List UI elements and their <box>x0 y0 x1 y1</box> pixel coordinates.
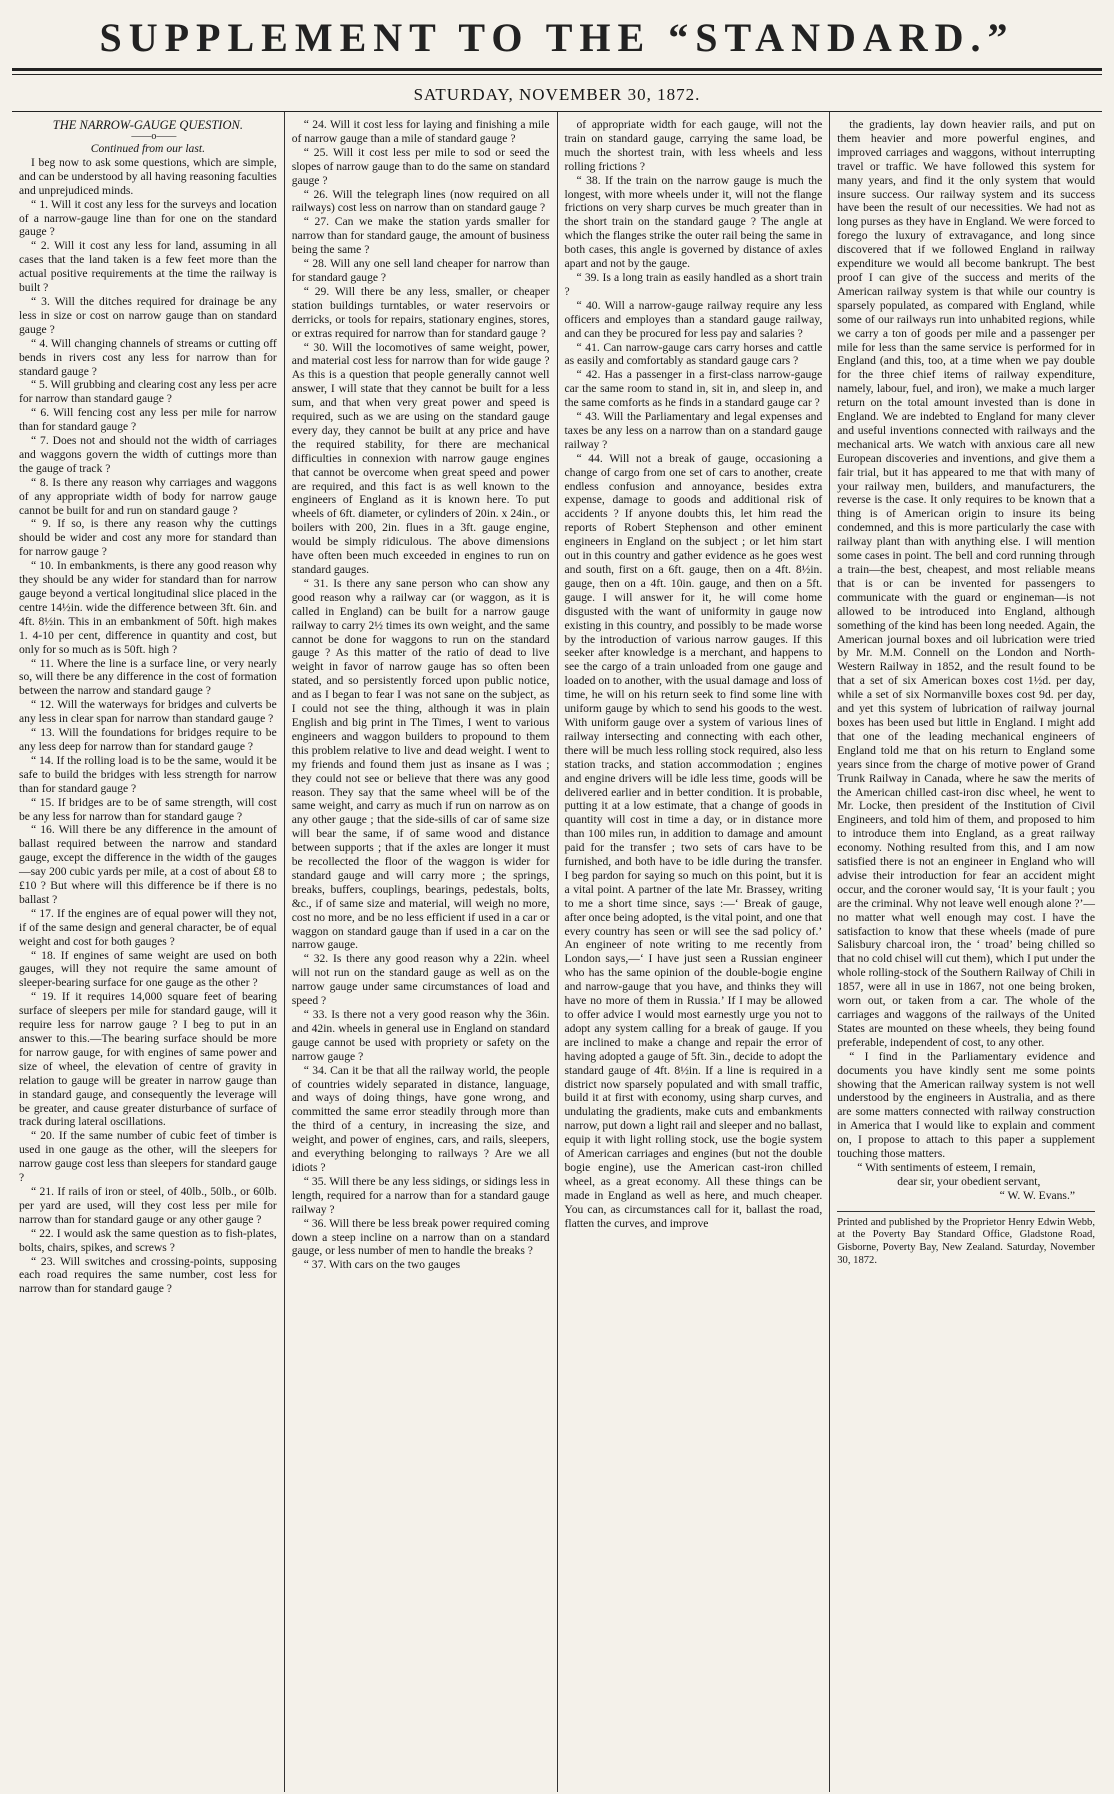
paragraph: “ 2. Will it cost any less for land, assuming in all cases that the land taken is a few feet more than the actual positive requirements at the time the railway is built ? <box>19 239 277 295</box>
paragraph: “ 8. Is there any reason why carriages and waggons of any appropriate width of body for narrow gauge cannot be built for and run on standard gauge ? <box>19 475 277 517</box>
paragraph: “ 18. If engines of same weight are used on both gauges, will they not require the same amount of sleeper-bearing surface for one gauge as the other ? <box>19 948 277 990</box>
masthead-rule <box>12 68 1102 75</box>
paragraph: I beg now to ask some questions, which are simple, and can be understood by all having reasoning faculties and unprejudiced minds. <box>19 155 277 197</box>
closing-line-2: dear sir, your obedient servant, <box>897 1174 1041 1188</box>
imprint-rule <box>837 1211 1095 1212</box>
paragraph: “ 12. Will the waterways for bridges and culverts be any less in clear span for narrow than standard gauge ? <box>19 698 277 726</box>
paragraph: “ 15. If bridges are to be of same strength, will cost be any less for narrow than for standard gauge ? <box>19 795 277 823</box>
column-2-text <box>292 118 550 1272</box>
paragraph: “ 25. Will it cost less per mile to sod or seed the slopes of narrow gauge than to do the same on standard gauge ? <box>291 145 550 187</box>
signature: “ W. W. Evans.” <box>999 1188 1075 1202</box>
paragraph: “ 43. Will the Parliamentary and legal expenses and taxes be any less on a narrow than on a standard gauge railway ? <box>564 410 823 451</box>
column-4 <box>830 112 1102 1792</box>
paragraph: “ 23. Will switches and crossing-points, supposing each road requires the same number, cost less for narrow than for standard gauge ? <box>19 1254 277 1296</box>
column-2 <box>285 112 558 1792</box>
paragraph: “ 1. Will it cost any less for the surveys and location of a narrow-gauge line than for one on the standard gauge ? <box>19 197 277 239</box>
paragraph: “ 11. Where the line is a surface line, or very nearly so, will there be any difference in the cost of formation between the narrow and standard gauge ? <box>19 656 277 698</box>
paragraph: “ 21. If rails of iron or steel, of 40lb., 50lb., or 60lb. per yard are used, will they cost less per mile for narrow than for standard gauge or any other gauge ? <box>19 1184 277 1226</box>
paragraph: “ 31. Is there any sane person who can show any good reason why a railway car (or waggon, as it is called in England) can be built for a narrow gauge railway to carry 2½ times its own weight, and the same cannot be done for waggons to run on the standard gauge ? As this matter of the ratio of dead to live weight in favor of narrow gauge has so often been stated, and so persistently forced upon public notice, and as I began to fear I was not sane on the subject, as I could not see the thing, although it was in plain English and big print in The Times, I went to various engineers and waggon builders to propound to them this problem relative to live and dead weight. I went to my friends and found them just as insane as I was ; they could not see or believe that there was any good reason. They say that the same wheel will be of the same weight, and carry as much if run on narrow as on any other gauge ; that the side-sills of car of same size will bear the same, if of same wood and distance between supports ; that if the axles are longer it must be recollected the floor of the waggon is wider for standard gauge and will carry more ; the springs, breaks, buffers, couplings, bearings, pedestals, bolts, &c., if of same size and material, will weigh no more, cost no more, and be no less efficient if used in a car or waggon on standard gauge than if used in a car on the narrow gauge. <box>291 576 550 952</box>
article-columns <box>12 112 1102 1792</box>
paragraph: “ 16. Will there be any difference in the amount of ballast required between the narrow and standard gauge, except the difference in the width of the gauges —say 200 cubic yards per mile, at a cost of about £8 to £10 ? But where will this difference be if there is no ballast ? <box>19 823 277 906</box>
article-title: THE NARROW-GAUGE QUESTION. <box>52 118 243 132</box>
paragraph: “ 38. If the train on the narrow gauge is much the longest, with more wheels under it, will not the flange frictions on very sharp curves be much greater than in the short train on the standard gauge ? The angle at which the flanges strike the outer rail being the same in both cases, this angle is governed by distance of axles apart and not by the gauge. <box>564 173 823 271</box>
paragraph: “ 17. If the engines are of equal power will they not, if of the same design and general character, be of equal weight and cost for both gauges ? <box>19 906 277 948</box>
paragraph: “ 44. Will not a break of gauge, occasioning a change of cargo from one set of cars to another, create endless confusion and annoyance, besides extra expense, damage to goods and additional risk of accidents ? If anyone doubts this, let him read the reports of Robert Stephenson and other eminent engineers in England on the subject ; or let him start out in this country and gather evidence as he goes west and south, first on a 6ft. gauge, then on a 4ft. 8½in. gauge, then on a 4ft. 10in. gauge, and then on a 5ft. gauge. I will answer for it, he will come home disgusted with the want of uniformity in gauge now existing in this country, and possibly to be made worse by the introduction of various narrow gauges. If this seeker after knowledge is a merchant, and happens to see the cargo of a train unloaded from one gauge and loaded on to another, with the usual damage and loss of time, he will on his return seek to find some line with uniform gauge by which to send his goods to the west. With uniform gauge over a system of various lines of railway intersecting and connecting with each other, there will be much less rolling stock required, also less station tracks, and station accommodation ; engines and engine drivers will be idle less time, goods will be delivered earlier and in better condition. It is probable, putting it at a low estimate, that a change of goods in quantity will cost in time a day, or in distance more than 100 miles run, in addition to damage and amount paid for the transfer ; two sets of cars have to be furnished, and both have to be idle during the transfer. I beg pardon for saying so much on this point, but it is a vital point. A partner of the late Mr. Brassey, writing to me a short time since, says :—‘ Break of gauge, after once being adopted, is the vital point, and one that every country has seen or will see the sad policy of.’ An engineer of note writing to me recently from London says,—‘ I have just seen a Russian engineer who has the same opinion of the double-bogie engine and narrow-gauge that you have, and thinks they will have no more of them in Russia.’ If I may be allowed to offer advice I would most earnestly urge you not to adopt any system calling for a break of gauge. If you are inclined to make a change and repair the error of having adopted a gauge of 5ft. 3in., decide to adopt the standard gauge of 4ft. 8½in. If a line is required in a district now sparsely populated and with small traffic, build it at first with economy, using sharp curves, and undulating the gradients, make cuts and embankments narrow, put down a light rail and sleeper and no ballast, equip it with light rolling stock, use the bogie system of American carriages and engines (but not the double bogie engine), use the American cast-iron chilled wheel, as a great economy. All these things can be made in England as well as here, and much cheaper. You can, as circumstances call for it, ballast the road, flatten the curves, and improve <box>564 451 823 1230</box>
masthead: SUPPLEMENT TO THE “STANDARD.” <box>99 15 1015 60</box>
paragraph: “ 10. In embankments, is there any good reason why they should be any wider for standard than for narrow gauge beyond a vertical longitudinal slice placed in the centre 14½in. wide the difference between 3ft. 6in. and 4ft. 8½in. This in an embankment of 50ft. high makes 1. 4-10 per cent, difference in quantity and cost, but only for so much as is 50ft. high ? <box>19 559 277 656</box>
paragraph: “ 32. Is there any good reason why a 22in. wheel will not run on the standard gauge as well as on the narrow gauge under same circumstances of load and speed ? <box>291 952 550 1008</box>
paragraph: “ 5. Will grubbing and clearing cost any less per acre for narrow than standard gauge ? <box>19 378 277 406</box>
paragraph: the gradients, lay down heavier rails, and put on them heavier and more powerful engines, and improved carriages and waggons, without interrupting travel or traffic. We have followed this system for many years, and find it the only system that would insure success. Our railway system and its success have been the result of our necessities. We had not as long purses as they have in England. We were forced to forego the luxury of extravagance, and long since discovered that if we followed England in railway expenditure we would all become bankrupt. The best proof I can give of the success and merits of the American railway system is that while our country is sparsely populated, as compared with England, while some of our railways run into unhabited regions, while we carry a ton of goods per mile and a passenger per mile for less than the same service is performed for in England (and this, too, at a time when we pay double for the three chief items of railway expenditure, namely, labour, fuel, and iron), we make a much larger return on the total amount invested than is done in England. We are indebted to England for many clever and useful inventions connected with railways and the mechanical arts. We watch with anxious care all new European discoveries and inventions, and give them a fair trial, but it has appeared to me that with many of your railway men, builders, and manufacturers, the reverse is the case. It only requires to be known that a thing is of American origin to insure its being condemned, and this is more particularly the case with railway plant than with anything else. I will mention some cases in point. The bell and cord running through a train—the best, cheapest, and most reliable means that is or can be invented for passengers to communicate with the guard or engineman—is not allowed to be introduced into England, although something of the kind has been long needed. Again, the American journal boxes and oil lubrication were tried by Mr. M.M. Connell on the London and North-Western Railway in 1852, and the result found to be that a set of six American boxes cost 1½d. per day, while a set of six Normanville boxes cost 9d. per day, and yet this system of lubrication of railway journal boxes has been used but little in England. I might add that one of the leading mechanical engineers of England told me that on his return to England some years since from the charge of motive power of Grand Trunk Railway in Canada, where he saw the merits of the American chilled cast-iron disc wheel, he went to Mr. Locke, then president of the Institution of Civil Engineers, and told him of them, and proposed to him to introduce them into England, as a great railway economy. Nothing resulted from this, and I am now satisfied there is not an engineer in England who will advise their introduction for fear an accident might occur, and the coroner would say, ‘It is your fault ; you are the criminal. Why not leave well enough alone ?’—no matter what well enough may cost. I have the satisfaction to know that these wheels (made of pure Salisbury charcoal iron, the ‘ troad’ being chilled so that no cold chisel will cut them), which I put under the whole rolling-stock of the Southern Railway of Chili in 1857, were all in use in 1867, not one being broken, worn out, or taken from a car. The whole of the carriages and waggons of the railways of the United States are mounted on these wheels, they being found preferable, independent of cost, to any other. <box>837 118 1095 1049</box>
paragraph: “ 9. If so, is there any reason why the cuttings should be wider and cost any more for standard than for narrow gauge ? <box>19 517 277 559</box>
paragraph: “ 27. Can we make the station yards smaller for narrow than for standard gauge, the amount of business being the same ? <box>291 215 550 257</box>
continued-note: Continued from our last. <box>90 142 205 155</box>
paragraph: “ 34. Can it be that all the railway world, the people of countries widely separated in distance, language, and ways of doing things, have gone wrong, and committed the same error steadily through more than the third of a century, in increasing the size, and weight, and power of engines, cars, and rails, sleepers, and everything belonging to railways ? Are we all idiots ? <box>291 1063 550 1174</box>
paragraph: “ 3. Will the ditches required for drainage be any less in size or cost on narrow gauge than on standard gauge ? <box>19 294 277 336</box>
column-3-text <box>565 118 823 1231</box>
paragraph: “ 29. Will there be any less, smaller, or cheaper station buildings turntables, or water reservoirs or derricks, or tools for repairs, stationary engines, stores, or extras required for narrow than for standard gauge ? <box>291 284 550 340</box>
imprint: Printed and published by the Proprietor Henry Edwin Webb, at the Poverty Bay Standard Office, Gladstone Road, Gisborne, Poverty Bay, New Zealand. Saturday, November 30, 1872. <box>837 1216 1095 1267</box>
column-4-text <box>837 118 1095 1161</box>
paragraph: “ 28. Will any one sell land cheaper for narrow than for standard gauge ? <box>291 257 550 284</box>
paragraph: “ 30. Will the locomotives of same weight, power, and material cost less for narrow than for wide gauge ? As this is a question that people generally cannot well answer, I will state that they cannot be built for a less sum, and that when very great power and speed is required, such as we are using on the standard gauge every day, they cannot be built at any price and have the required stability, for there are mechanical difficulties in connexion with narrow gauge engines that cannot be overcome when great speed and power are required, and this fact is as well known to the engineers of England as it is known here. To put wheels of 6ft. diameter, or cylinders of 20in. x 24in., or boilers with 200, 2in. flues in a 3ft. gauge engine, would be simply ridiculous. The above dimensions have often been much exceeded in engines to run on standard gauges. <box>291 340 550 576</box>
paragraph: “ 24. Will it cost less for laying and finishing a mile of narrow gauge than a mile of standard gauge ? <box>291 118 550 145</box>
paragraph: “ 13. Will the foundations for bridges require to be any less deep for narrow than for standard gauge ? <box>19 726 277 753</box>
paragraph: “ I find in the Parliamentary evidence and documents you have kindly sent me some points showing that the American railway system is not well understood by the engineers in Australia, and as there are some matters connected with railway construction in America that I would like to explain and comment on, I propose to attach to this paper a supplement touching those matters. <box>837 1049 1095 1161</box>
paragraph: “ 39. Is a long train as easily handled as a short train ? <box>564 270 823 298</box>
column-1-text <box>19 156 277 1296</box>
paragraph: “ 41. Can narrow-gauge cars carry horses and cattle as easily and comfortably as standard gauge cars ? <box>564 340 823 368</box>
paragraph: “ 42. Has a passenger in a first-class narrow-gauge car the same room to stand in, sit in, and sleep in, and the same comforts as he finds in a standard gauge car ? <box>564 368 823 410</box>
paragraph: “ 33. Is there not a very good reason why the 36in. and 42in. wheels in general use in England on standard gauge cannot be used with propriety or safety on the narrow gauge ? <box>291 1008 550 1063</box>
paragraph: “ 6. Will fencing cost any less per mile for narrow than for standard gauge ? <box>19 406 277 434</box>
paragraph: “ 19. If it requires 14,000 square feet of bearing surface of sleepers per mile for standard gauge, will it require less for narrow gauge ? I beg to put in an answer to this.—The bearing surface should be more for narrow gauge, for with engines of same power and size of wheel, the elevation of centre of gravity in relation to gauge will be greater in narrow gauge than in standard gauge, and consequently the leverage will be greater, and cause greater disturbance of surface of track during lateral oscillations. <box>19 990 277 1129</box>
paragraph: “ 20. If the same number of cubic feet of timber is used in one gauge as the other, will the sleepers for narrow gauge cost less than sleepers for standard gauge ? <box>19 1129 277 1185</box>
dateline: SATURDAY, NOVEMBER 30, 1872. <box>413 85 701 104</box>
paragraph: “ 4. Will changing channels of streams or cutting off bends in rivers cost any less for narrow than for standard gauge ? <box>19 336 277 378</box>
paragraph: “ 26. Will the telegraph lines (now required on all railways) cost less on narrow than on standard gauge ? <box>291 187 550 215</box>
paragraph: “ 40. Will a narrow-gauge railway require any less officers and employes than a standard gauge railway, and can they be procured for less pay and salaries ? <box>564 298 823 340</box>
paragraph: “ 35. Will there be any less sidings, or sidings less in length, required for a narrow than for a standard gauge railway ? <box>291 1174 550 1216</box>
paragraph: of appropriate width for each gauge, will not the train on standard gauge, carrying the same load, be much the shortest train, with less wheels and less rolling frictions ? <box>564 118 823 173</box>
column-3 <box>558 112 831 1792</box>
title-ornament: ——o—— <box>131 131 177 142</box>
paragraph: “ 14. If the rolling load is to be the same, would it be safe to build the bridges with less strength for narrow than for standard gauge ? <box>19 753 277 795</box>
column-1 <box>12 112 285 1792</box>
paragraph: “ 37. With cars on the two gauges <box>303 1258 461 1272</box>
paragraph: “ 36. Will there be less break power required coming down a steep incline on a narrow than on a standard gauge, or less number of men to handle the breaks ? <box>291 1216 550 1258</box>
paragraph: “ 7. Does not and should not the width of carriages and waggons govern the width of cuttings more than the gauge of track ? <box>19 434 277 475</box>
closing-line-1: “ With sentiments of esteem, I remain, <box>857 1160 1036 1174</box>
paragraph: “ 22. I would ask the same question as to fish-plates, bolts, chairs, spikes, and screws ? <box>19 1226 277 1254</box>
